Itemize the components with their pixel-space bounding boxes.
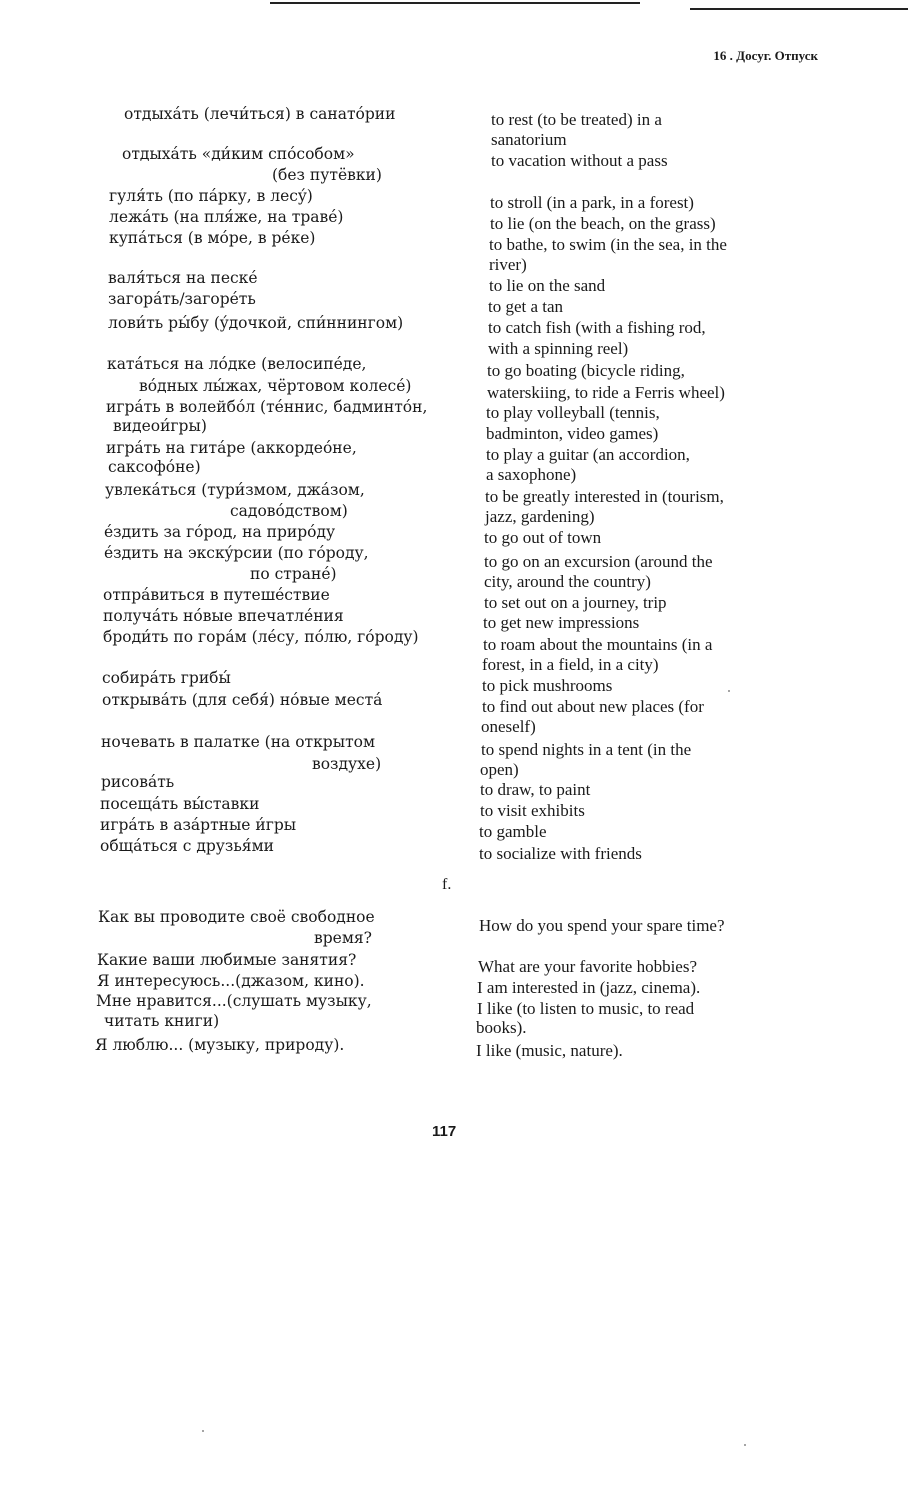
vocab-en-line: open)	[480, 760, 519, 779]
top-rule	[270, 2, 640, 4]
vocab-ru-line: броди́ть по горáм (лéсу, пóлю, гóроду)	[103, 628, 419, 646]
vocab-en-line: to socialize with friends	[479, 844, 642, 863]
vocab-ru-line: (без путёвки)	[272, 166, 382, 184]
phrase-en-line: I like (music, nature).	[476, 1041, 623, 1060]
vocab-en-line: forest, in a field, in a city)	[482, 655, 659, 674]
vocab-ru-line: отдыхáть «ди́ким спóсобом»	[122, 145, 355, 163]
phrase-en-line: What are your favorite hobbies?	[478, 957, 698, 976]
vocab-en-line: sanatorium	[491, 130, 567, 149]
vocab-ru-line: купáться (в мóре, в рéке)	[109, 229, 316, 247]
vocab-ru-line: воздухе)	[312, 755, 382, 773]
vocab-ru-line: лови́ть ры́бу (ýдочкой, спи́ннингом)	[108, 314, 404, 332]
vocab-en-line: to roam about the mountains (in a	[483, 635, 713, 654]
vocab-en-line: to visit exhibits	[480, 801, 585, 820]
vocab-ru-line: гуля́ть (по пáрку, в лесý)	[109, 187, 313, 205]
vocab-ru-line: вóдных лы́жах, чёртовом колесé)	[139, 377, 412, 395]
vocab-ru-line: открывáть (для себя́) нóвые местá	[102, 691, 383, 709]
phrase-en-line: I like (to listen to music, to read	[477, 999, 695, 1018]
vocab-ru-line: игрáть в волейбóл (тéннис, бадминтóн,	[106, 398, 428, 416]
phrase-en-line: books).	[476, 1018, 527, 1037]
vocab-en-line: to stroll (in a park, in a forest)	[490, 193, 694, 212]
vocab-ru-line: загорáть/загорéть	[108, 290, 256, 308]
vocab-en-line: waterskiing, to ride a Ferris wheel)	[487, 383, 725, 402]
vocab-en-line: to be greatly interested in (tourism,	[485, 487, 724, 506]
vocab-en-line: with a spinning reel)	[488, 339, 629, 358]
vocab-ru-line: увлекáться (тури́змом, джáзом,	[105, 481, 365, 499]
scan-speck	[728, 690, 730, 692]
section-separator: f.	[442, 876, 452, 893]
vocab-en-line: to get a tan	[488, 297, 564, 316]
vocab-en-line: to play a guitar (an accordion,	[486, 445, 690, 464]
vocab-ru-line: éздить за гóрод, на прирóду	[104, 523, 336, 541]
vocab-ru-line: катáться на лóдке (велосипéде,	[107, 355, 367, 373]
phrase-ru-line: время?	[314, 929, 372, 947]
phrase-ru-line: Мне нравится...(слушать музыку,	[96, 992, 372, 1010]
vocab-ru-line: собирáть грибы́	[102, 669, 231, 687]
vocab-ru-line: лежáть (на пля́же, на травé)	[109, 208, 344, 226]
vocab-en-line: to gamble	[479, 822, 547, 841]
vocab-ru-line: получáть нóвые впечатлéния	[103, 607, 344, 625]
vocab-en-line: a saxophone)	[486, 465, 577, 484]
phrase-ru-line: Какие ваши любимые занятия?	[97, 951, 357, 969]
vocab-ru-line: саксофóне)	[108, 458, 201, 476]
vocab-en-line: to bathe, to swim (in the sea, in the	[489, 235, 727, 254]
vocab-ru-line: игрáть в азáртные и́гры	[100, 816, 297, 834]
scan-speck	[202, 1430, 204, 1432]
vocab-en-line: to rest (to be treated) in a	[491, 110, 662, 129]
vocab-ru-line: видеои́гры)	[113, 417, 207, 435]
vocab-en-line: to set out on a journey, trip	[484, 593, 667, 612]
vocab-ru-line: отдыхáть (лечи́ться) в санатóрии	[124, 105, 396, 123]
phrase-ru-line: Я интересуюсь...(джазом, кино).	[97, 972, 365, 990]
phrase-en-line: I am interested in (jazz, cinema).	[477, 978, 701, 997]
vocab-en-line: to pick mushrooms	[482, 676, 613, 695]
running-header: 16 . Досуг. Отпуск	[713, 48, 818, 63]
vocab-ru-line: садовóдством)	[230, 502, 348, 520]
vocab-ru-line: ночевать в палатке (на открытом	[101, 733, 376, 751]
vocab-en-line: to vacation without a pass	[491, 151, 668, 170]
top-rule-right	[690, 8, 908, 10]
vocab-en-line: to go boating (bicycle riding,	[487, 361, 685, 380]
phrase-ru-line: Как вы проводите своё свободное	[98, 908, 375, 926]
vocab-en-line: to go out of town	[484, 528, 602, 547]
vocab-ru-line: общáться с друзья́ми	[100, 837, 274, 855]
vocab-en-line: city, around the country)	[484, 572, 651, 591]
vocab-en-line: to lie on the sand	[489, 276, 606, 295]
phrase-en-line: How do you spend your spare time?	[479, 916, 725, 935]
phrase-ru-line: Я люблю... (музыку, природу).	[95, 1036, 345, 1054]
vocab-en-line: to catch fish (with a fishing rod,	[488, 318, 706, 337]
vocab-ru-line: отпрáвиться в путешéствие	[103, 586, 330, 604]
vocab-en-line: to go on an excursion (around the	[484, 552, 713, 571]
vocab-en-line: jazz, gardening)	[485, 507, 595, 526]
vocab-ru-line: игрáть на гитáре (аккордеóне,	[106, 439, 357, 457]
vocab-ru-line: рисовáть	[101, 773, 175, 791]
vocab-en-line: badminton, video games)	[486, 424, 659, 443]
vocab-en-line: to find out about new places (for	[482, 697, 704, 716]
vocab-ru-line: посещáть вы́ставки	[100, 795, 260, 813]
vocab-en-line: river)	[489, 255, 527, 274]
vocab-en-line: to lie (on the beach, on the grass)	[490, 214, 716, 233]
vocab-ru-line: éздить на экскýрсии (по гóроду,	[104, 544, 369, 562]
scan-speck	[744, 1444, 746, 1446]
vocab-en-line: to draw, to paint	[480, 780, 591, 799]
vocab-ru-line: валя́ться на пескé	[108, 269, 258, 287]
vocab-en-line: to play volleyball (tennis,	[486, 403, 660, 422]
page-number: 117	[432, 1123, 457, 1140]
vocab-en-line: to spend nights in a tent (in the	[481, 740, 692, 759]
phrase-ru-line: читать книги)	[104, 1012, 220, 1030]
vocab-ru-line: по странé)	[250, 565, 337, 583]
vocab-en-line: oneself)	[481, 717, 536, 736]
vocab-en-line: to get new impressions	[483, 613, 640, 632]
